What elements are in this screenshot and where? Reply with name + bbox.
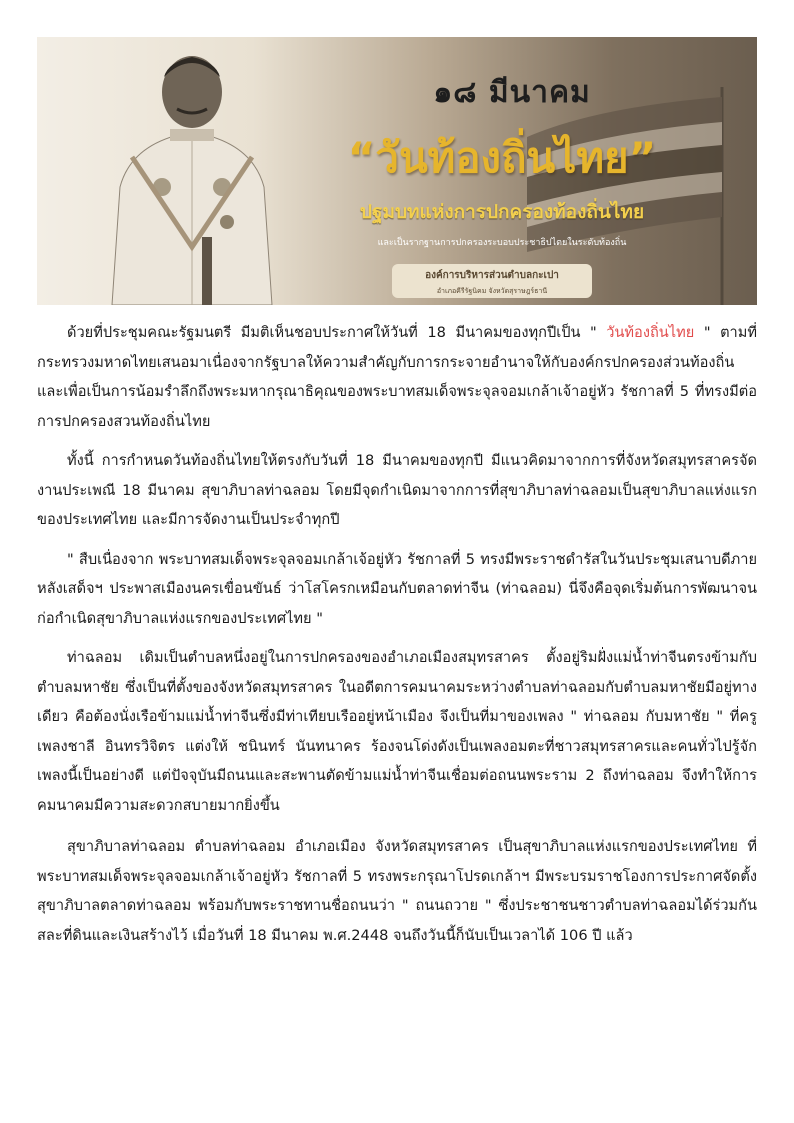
p1-text-after: " ตามที่กระทรวงมหาดไทยเสนอมาเนื่องจากรัฐบาลให้ความสำคัญกับการกระจายอำนาจให้กับองค์กรปกครองส่วนท้องถิ่นและเพื่อเป็นการน้อมรำลึกถึงพระมหากรุณาธิคุณของพระบาทสมเด็จพระจุลจอมเกล้าเจ้าอยู่หัว รัชกาลที่ 5 ที่ทรงมีต่อการปกครองสวนท้องถิ่นไทย	[37, 324, 757, 430]
p1-highlight: วันท้องถิ่นไทย	[606, 324, 695, 341]
paragraph-1	[37, 318, 757, 436]
paragraph-2: ทั้งนี้ การกำหนดวันท้องถิ่นไทยให้ตรงกับวันที่ 18 มีนาคมของทุกปี มีแนวคิดมาจากการที่จังหวัดสมุทรสาครจัดงานประเพณี 18 มีนาคม สุขาภิบาลท่าฉลอม โดยมีจุดกำเนิดมาจากการที่สุขาภิบาลท่าฉลอมเป็นสุขาภิบาลแห่งแรกของประเทศไทย และมีการจัดงานเป็นประจำทุกปี	[37, 452, 757, 528]
org-badge	[392, 264, 592, 298]
article-body	[37, 318, 757, 950]
king-portrait-image	[92, 37, 292, 305]
paragraph-4: ท่าฉลอม เดิมเป็นตำบลหนึ่งอยู่ในการปกครองของอำเภอเมืองสมุทรสาคร ตั้งอยู่ริมฝั่งแม่น้ำท่าจีนตรงข้ามกับตำบลมหาชัย ซึ่งเป็นที่ตั้งของจังหวัดสมุทรสาคร ในอดีตการคมนาคมระหว่างตำบลท่าฉลอมกับตำบลมหาชัยมีอยู่ทางเดียว คือต้องนั่งเรือข้ามแม่น้ำท่าจีนซึ่งมีท่าเทียบเรืออยู่หน้าเมือง จึงเป็นที่มาของเพลง " ท่าฉลอม กับมหาชัย " ที่ครูเพลงชาลี อินทรวิจิตร แต่งให้ ชนินทร์ นันทนาคร ร้องจนโด่งดังเป็นเพลงอมตะที่ชาวสมุทรสาครและคนทั่วไปรู้จักเพลงนี้เป็นอย่างดี แต่ปัจจุบันมีถนนและสะพานตัดข้ามแม่น้ำท่าจีนเชื่อมต่อถนนพระราม 2 ถึงท่าฉลอม จึงทำให้การคมนาคมมีความสะดวกสบายมากยิ่งขึ้น	[37, 649, 757, 814]
banner-title: “วันท้องถิ่นไทย”	[347, 133, 657, 182]
banner-tagline: และเป็นรากฐานการปกครองระบอบประชาธิปไตยในระดับท้องถิ่น	[377, 238, 627, 248]
p1-text-before: ด้วยที่ประชุมคณะรัฐมนตรี มีมติเห็นชอบประกาศให้วันที่ 18 มีนาคมของทุกปีเป็น "	[67, 324, 607, 341]
banner-subtitle: ปฐมบทแห่งการปกครองท้องถิ่นไทย	[359, 201, 645, 223]
paragraph-3: " สืบเนื่องจาก พระบาทสมเด็จพระจุลจอมเกล้าเจ้อยู่หัว รัชกาลที่ 5 ทรงมีพระราชดำรัสในวันประชุมเสนาบดีภายหลังเสด็จฯ ประพาสเมืองนครเขื่อนขันธ์ ว่าโสโครกเหมือนกับตลาดท่าจีน (ท่าฉลอม) นี่จึงคือจุดเริ่มต้นการพัฒนาจนก่อกำเนิดสุขาภิบาลแห่งแรกของประเทศไทย "	[37, 550, 757, 627]
org-location: อำเภอคีรีรัฐนิคม จังหวัดสุราษฎร์ธานี	[436, 287, 548, 295]
header-banner	[37, 37, 757, 305]
paragraph-5: สุขาภิบาลท่าฉลอม ตำบลท่าฉลอม อำเภอเมือง จังหวัดสมุทรสาคร เป็นสุขาภิบาลแห่งแรกของประเทศไทย ที่พระบาทสมเด็จพระจุลจอมเกล้าเจ้าอยู่หัว รัชกาลที่ 5 ทรงพระกรุณาโปรดเกล้าฯ มีพระบรมราชโองการประกาศจัดตั้งสุขาภิบาลตลาดท่าฉลอม พร้อมกับพระราชทานชื่อถนนว่า " ถนนถวาย " ซึ่งประชาชนชาวตำบลท่าฉลอมได้ร่วมกันสละที่ดินและเงินสร้างไว้ เมื่อวันที่ 18 มีนาคม พ.ศ.2448 จนถึงวันนี้ก็นับเป็นเวลาได้ 106 ปี แล้ว	[37, 838, 757, 944]
org-name: องค์การบริหารส่วนตำบลกะเปา	[425, 270, 559, 281]
banner-date: ๑๘ มีนาคม	[433, 75, 591, 110]
